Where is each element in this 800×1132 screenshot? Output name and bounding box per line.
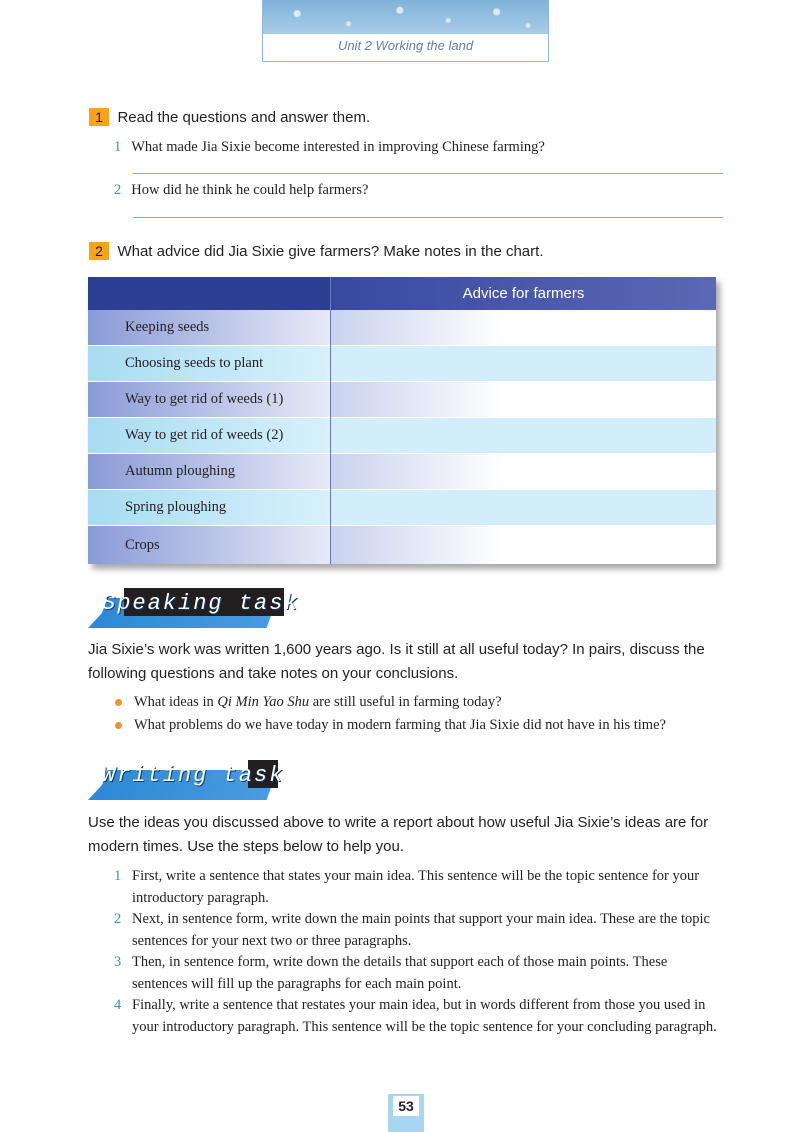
chart-header-advice: Advice for farmers <box>331 277 716 310</box>
step-text: Then, in sentence form, write down the details that support each of those main points. These sentences will fill up the paragraphs for each main point. <box>132 954 668 992</box>
unit-title: Unit 2 Working the land <box>337 38 474 53</box>
step-text: First, write a sentence that states your main idea. This sentence will be the topic sentence for your introductory paragraph. <box>132 868 700 906</box>
writing-step-1 <box>114 865 724 909</box>
question-1 <box>114 139 545 156</box>
task-2-heading <box>89 242 543 261</box>
book-title: Qi Min Yao Shu <box>217 694 310 710</box>
chart-divider <box>330 277 331 564</box>
writing-step-3 <box>114 951 724 995</box>
task-2-instruction: What advice did Jia Sixie give farmers? Make notes in the chart. <box>117 243 544 260</box>
step-text: Next, in sentence form, write down the main points that support your main idea. These are the topic sentences for your next two or three paragraphs. <box>132 911 710 949</box>
speaking-task-heading <box>88 588 300 630</box>
task-2-number: 2 <box>89 242 109 260</box>
speaking-bullet-2 <box>115 717 666 734</box>
writing-task-title: Writing task <box>102 763 285 788</box>
chart-header-blank <box>88 277 330 310</box>
task-1-heading <box>89 108 370 127</box>
step-number: 3 <box>114 954 122 970</box>
speaking-intro: Jia Sixie’s work was written 1,600 years ago. Is it still at all useful today? In pairs, discuss the following questions and take notes on your conclusions. <box>88 641 705 682</box>
row-label: Autumn ploughing <box>88 454 330 489</box>
notes-cell[interactable] <box>331 526 716 564</box>
row-label: Choosing seeds to plant <box>88 346 330 381</box>
writing-step-2 <box>114 908 724 952</box>
unit-banner <box>262 0 549 62</box>
row-label: Spring ploughing <box>88 490 330 525</box>
bullet-icon <box>115 699 122 706</box>
row-label: Keeping seeds <box>88 310 330 345</box>
answer-line-1[interactable] <box>133 173 723 174</box>
row-label: Way to get rid of weeds (2) <box>88 418 330 453</box>
notes-cell[interactable] <box>331 454 716 489</box>
writing-task-heading <box>88 760 288 802</box>
notes-cell[interactable] <box>331 490 716 525</box>
task-1-instruction: Read the questions and answer them. <box>117 109 371 126</box>
chart-row-crops <box>88 526 716 564</box>
step-text: Finally, write a sentence that restates your main idea, but in words different from those you used in your introductory paragraph. This sentence will be the topic sentence for your concluding paragraph. <box>132 997 717 1035</box>
question-2-text: How did he think he could help farmers? <box>131 182 369 198</box>
speaking-task-title: Speaking task <box>102 591 300 616</box>
bullet-2-text: What problems do we have today in modern farming that Jia Sixie did not have in his time? <box>134 717 666 733</box>
notes-cell[interactable] <box>331 382 716 417</box>
chart-row-choosing-seeds <box>88 346 716 381</box>
chart-row-autumn-ploughing <box>88 454 716 489</box>
question-1-text: What made Jia Sixie become interested in improving Chinese farming? <box>131 139 545 155</box>
question-1-number: 1 <box>114 139 122 155</box>
notes-cell[interactable] <box>331 346 716 381</box>
writing-step-4 <box>114 994 724 1038</box>
bullet-1-pre: What ideas in <box>134 694 218 710</box>
chart-row-weeds-1 <box>88 382 716 417</box>
writing-intro: Use the ideas you discussed above to write a report about how useful Jia Sixie’s ideas are for modern times. Use the steps below to help you. <box>88 814 709 855</box>
task-1-number: 1 <box>89 108 109 126</box>
row-label: Way to get rid of weeds (1) <box>88 382 330 417</box>
advice-chart <box>88 277 716 564</box>
notes-cell[interactable] <box>331 310 716 345</box>
step-number: 2 <box>114 911 122 927</box>
answer-line-2[interactable] <box>133 217 723 218</box>
question-2 <box>114 182 368 199</box>
banner-image <box>263 0 548 34</box>
bullet-icon <box>115 722 122 729</box>
notes-cell[interactable] <box>331 418 716 453</box>
chart-row-spring-ploughing <box>88 490 716 525</box>
step-number: 4 <box>114 997 122 1013</box>
chart-row-weeds-2 <box>88 418 716 453</box>
page-number: 53 <box>393 1096 419 1116</box>
question-2-number: 2 <box>114 182 122 198</box>
bullet-1-post: are still useful in farming today? <box>309 694 502 710</box>
row-label: Crops <box>88 526 330 564</box>
chart-row-keeping-seeds <box>88 310 716 345</box>
step-number: 1 <box>114 868 122 884</box>
speaking-bullet-1 <box>115 694 502 711</box>
